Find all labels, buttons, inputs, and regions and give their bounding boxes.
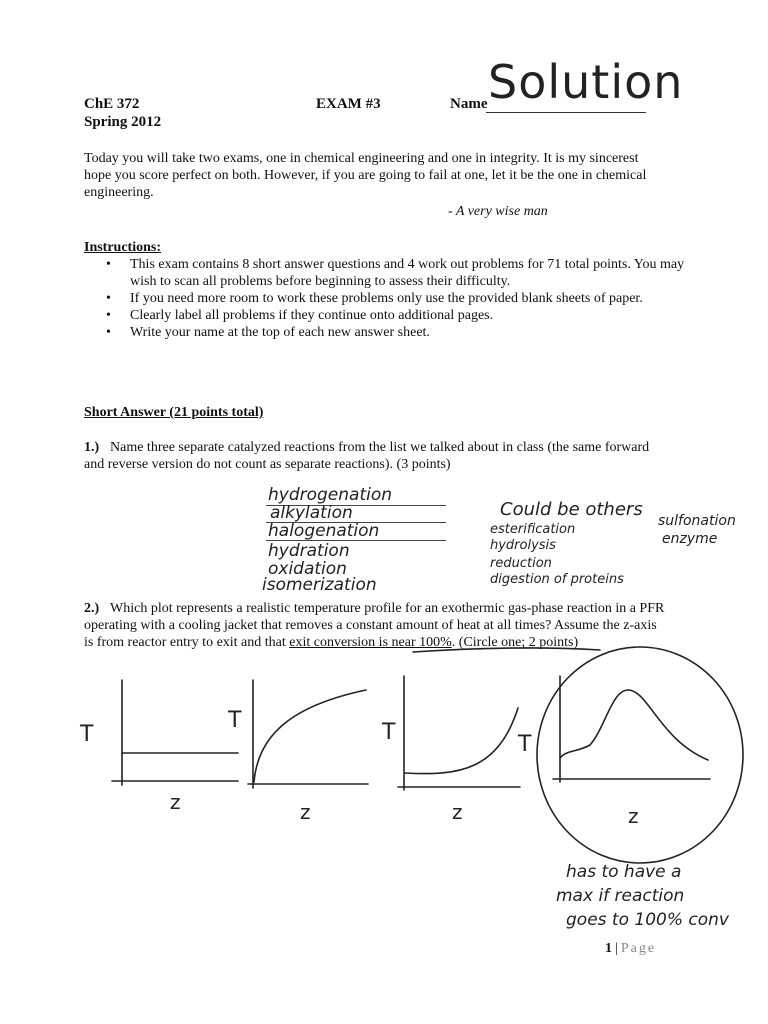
plot-4 [553, 676, 710, 782]
page-footer: 1 | Page [605, 941, 657, 956]
answer-underline [413, 648, 600, 652]
course-code: ChE 372 [84, 96, 140, 112]
instructions-heading: Instructions: [84, 240, 162, 255]
q1-answer: oxidation [268, 559, 347, 579]
q1-other: esterification [490, 522, 576, 537]
page-number: 1 [605, 941, 612, 956]
plot-2 [248, 680, 368, 788]
axis-t-label: T [518, 732, 532, 757]
q1-text: Name three separate catalyzed reactions from the list we talked about in class (the same forward and reverse version do not count as separate reactions). (3 points) [84, 440, 650, 472]
q1-answer: halogenation [268, 521, 380, 541]
instruction-item: • This exam contains 8 short answer questions and 4 work out problems for 71 total points. You may wish to scan all problems before beginning to assess their difficulty. [104, 256, 694, 290]
plot-1 [112, 680, 238, 785]
q2-explanation: goes to 100% conv [566, 910, 729, 930]
q1-other: enzyme [662, 531, 718, 547]
axis-z-label: z [452, 800, 463, 824]
q1-other: hydrolysis [490, 538, 556, 553]
axis-z-label: z [628, 804, 639, 828]
q1-other: digestion of proteins [490, 572, 624, 587]
axis-z-label: z [300, 800, 311, 824]
q2-text-underlined: exit conversion is near 100% [289, 635, 452, 650]
q1-answer: isomerization [262, 575, 377, 595]
instruction-item: • Clearly label all problems if they continue onto additional pages. [104, 307, 694, 324]
instruction-item: • Write your name at the top of each new answer sheet. [104, 324, 694, 341]
q2-number: 2.) [84, 601, 100, 616]
q2-text-part2: . (Circle one; 2 points) [451, 635, 579, 650]
intro-attribution: - A very wise man [448, 204, 548, 219]
instruction-item: • If you need more room to work these problems only use the provided blank sheets of paper. [104, 290, 694, 307]
axis-t-label: T [382, 720, 396, 745]
axis-z-label: z [170, 790, 181, 814]
q1-other: sulfonation [658, 513, 736, 529]
intro-text: Today you will take two exams, one in chemical engineering and one in integrity. It is my sincerest hope you score perfect on both. However, if you are going to fail at one, let it be the one in chemical engineering. [84, 151, 647, 200]
plot-3 [398, 676, 520, 790]
page-label: Page [620, 941, 657, 956]
q1-answer: hydration [268, 541, 350, 561]
name-label: Name [450, 96, 488, 112]
short-answer-heading: Short Answer (21 points total) [84, 405, 264, 420]
q1-answer: alkylation [270, 503, 353, 523]
axis-t-label: T [80, 722, 94, 747]
axis-t-label: T [228, 708, 242, 733]
q2-text-part1: Which plot represents a realistic temperature profile for an exothermic gas-phase reaction in a PFR operating with a cooling jacket that removes a constant amount of heat at all times? Assume the z-axis is from reactor entry to exit and that [84, 601, 665, 650]
q1-note: Could be others [500, 499, 643, 520]
q2-explanation: max if reaction [556, 886, 685, 906]
name-handwritten: Solution [488, 55, 684, 109]
q1-answer: hydrogenation [268, 485, 393, 505]
exam-title: EXAM #3 [316, 96, 381, 112]
q1-other: reduction [490, 556, 552, 571]
term: Spring 2012 [84, 114, 162, 130]
q1-number: 1.) [84, 440, 100, 455]
q2-explanation: has to have a [566, 862, 682, 882]
answer-circle [537, 647, 743, 863]
